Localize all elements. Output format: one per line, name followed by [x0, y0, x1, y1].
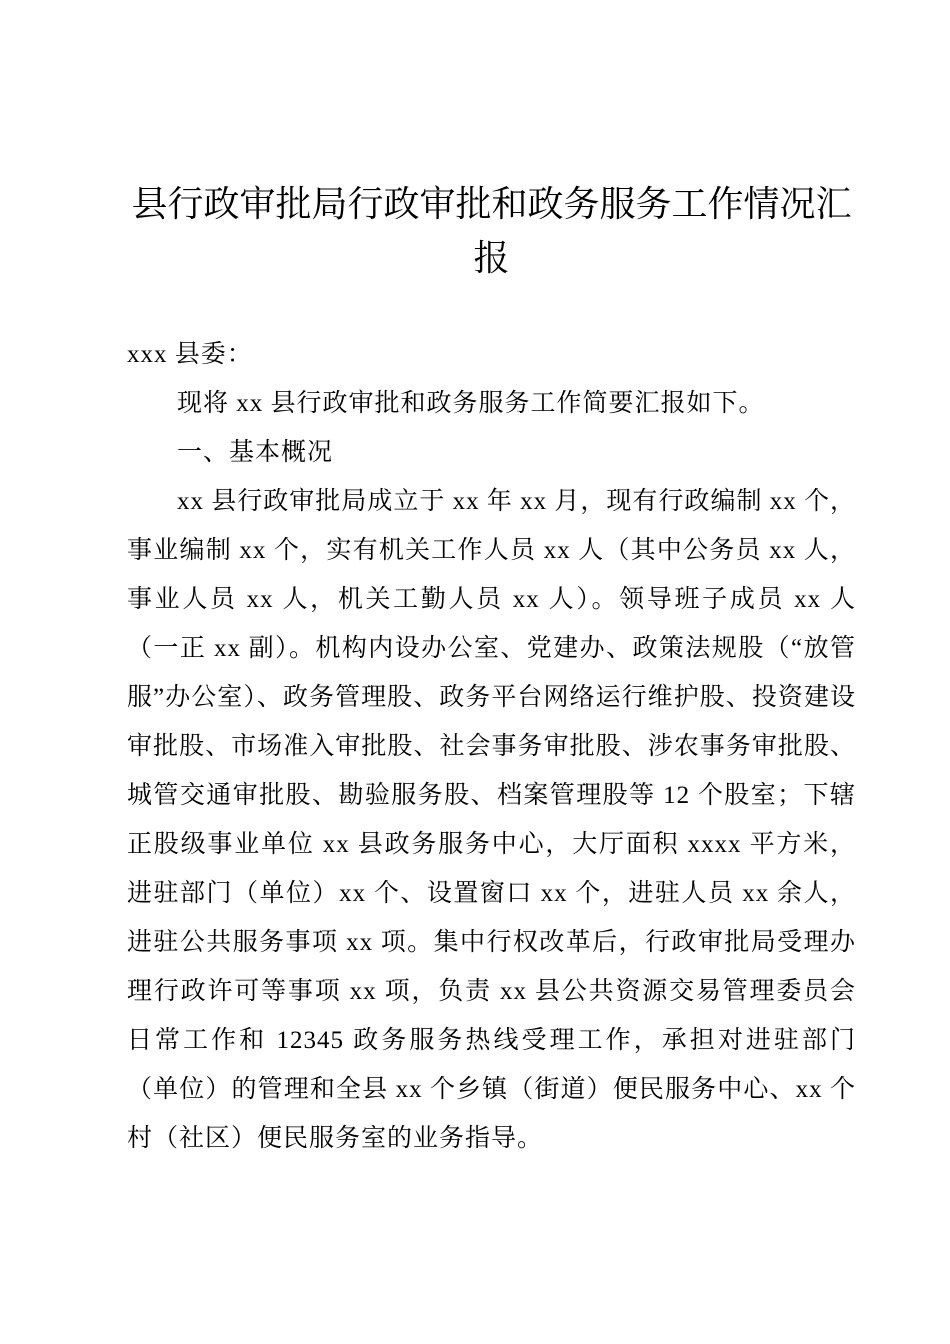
document-title: 县行政审批局行政审批和政务服务工作情况汇报 [131, 184, 852, 278]
paragraph-salutation: xxx 县委： [127, 341, 253, 368]
paragraph-basic-overview-body: xx 县行政审批局成立于 xx 年 xx 月，现有行政编制 xx 个，事业编制 xx 个，实有机关工作人员 xx 人（其中公务员 xx 人，事业人员 xx 人，机关工勤人员 xx 人）。领导班子成员 xx 人（一正 xx 副）。机构内设办公室、党建办、政策法规股（“放管服”办公室）、政务管理股、政务平台网络运行维护股、投资建设审批股、市场准入审批股、社会事务审批股、涉农事务审批股、城管交通审批股、勘验服务股、档案管理股等 12 个股室；下辖正股级事业单位 xx 县政务服务中心，大厅面积 xxxx 平方米，进驻部门（单位）xx 个、设置窗口 xx 个，进驻人员 xx 余人，进驻公共服务事项 xx 项。集中行权改革后，行政审批局受理办理行政许可等事项 xx 项，负责 xx 县公共资源交易管理委员会日常工作和 12345 政务服务热线受理工作，承担对进驻部门（单位）的管理和全县 xx 个乡镇（街道）便民服务中心、xx 个村（社区）便民服务室的业务指导。 [127, 488, 856, 1152]
paragraph-intro: 现将 xx 县行政审批和政务服务工作简要汇报如下。 [177, 390, 765, 417]
section-heading-basic-overview: 一、基本概况 [177, 439, 334, 466]
